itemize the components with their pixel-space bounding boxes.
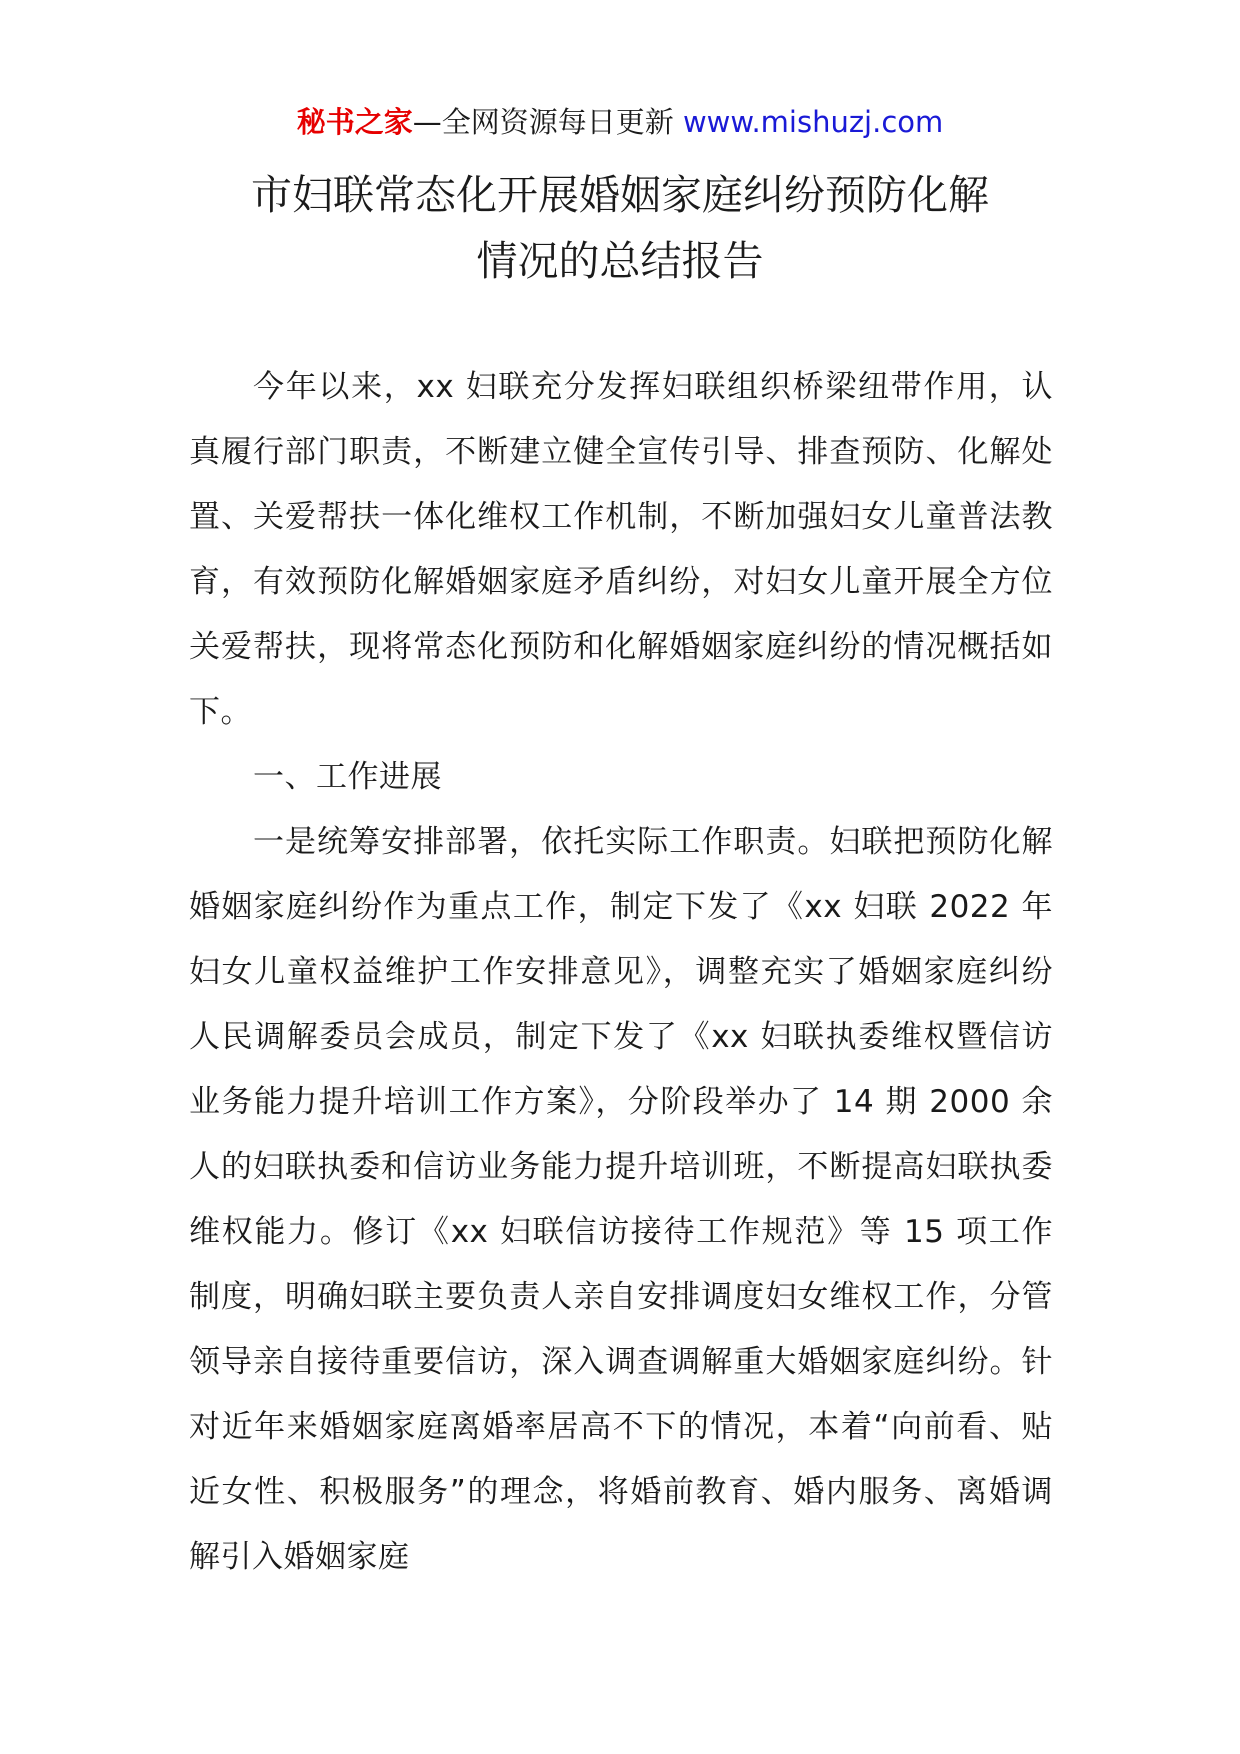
header-tagline: —全网资源每日更新 [412, 105, 683, 139]
site-url: www.mishuzj.com [682, 105, 944, 139]
site-name: 秘书之家 [296, 105, 413, 139]
section-heading: 一、工作进展 [253, 759, 442, 795]
document-body [189, 355, 1053, 1590]
page-title [0, 162, 1240, 294]
header-banner [0, 102, 1240, 142]
intro-paragraph: 今年以来，xx 妇联充分发挥妇联组织桥梁纽带作用，认真履行部门职责，不断建立健全宣传引导、排查预防、化解处置、关爱帮扶一体化维权工作机制，不断加强妇女儿童普法教育，有效预防化解婚姻家庭矛盾纠纷，对妇女儿童开展全方位关爱帮扶，现将常态化预防和化解婚姻家庭纠纷的情况概括如下。 [189, 369, 1053, 730]
body-paragraph: 一是统筹安排部署，依托实际工作职责。妇联把预防化解婚姻家庭纠纷作为重点工作，制定下发了《xx 妇联 2022 年妇女儿童权益维护工作安排意见》，调整充实了婚姻家庭纠纷人民调解委员会成员，制定下发了《xx 妇联执委维权暨信访业务能力提升培训工作方案》，分阶段举办了 14 期 2000 余人的妇联执委和信访业务能力提升培训班，不断提高妇联执委维权能力。修订《xx 妇联信访接待工作规范》等 15 项工作制度，明确妇联主要负责人亲自安排调度妇女维权工作，分管领导亲自接待重要信访，深入调查调解重大婚姻家庭纠纷。针对近年来婚姻家庭离婚率居高不下的情况，本着“向前看、贴近女性、积极服务”的理念，将婚前教育、婚内服务、离婚调解引入婚姻家庭 [189, 824, 1053, 1575]
title-line-2: 情况的总结报告 [476, 237, 764, 285]
title-line-1: 市妇联常态化开展婚姻家庭纠纷预防化解 [251, 171, 989, 219]
